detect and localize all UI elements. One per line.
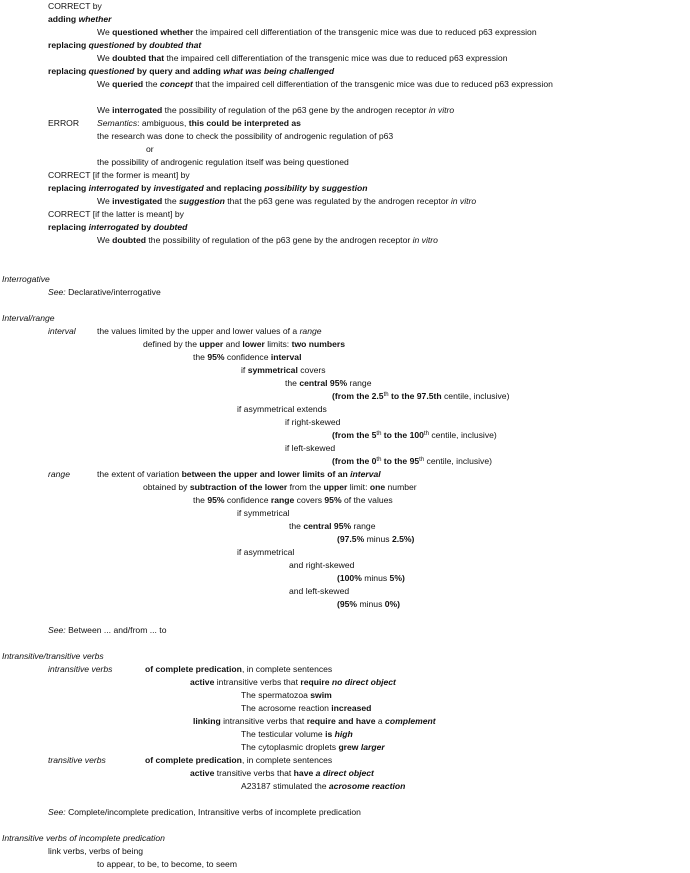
text-run: (95% bbox=[337, 599, 358, 609]
text-run: We bbox=[97, 235, 113, 245]
text-run: centile, inclusive) bbox=[441, 391, 510, 401]
text-line bbox=[48, 40, 201, 51]
text-run: replacing bbox=[48, 222, 89, 232]
text-run: confidence bbox=[224, 352, 271, 362]
text-run: Interrogative bbox=[2, 274, 50, 284]
text-run: by bbox=[138, 222, 154, 232]
text-run: that the p63 gene was regulated by the androgen receptor bbox=[224, 196, 451, 206]
text-run: subtraction of the lower bbox=[189, 482, 288, 492]
text-line bbox=[97, 105, 454, 116]
text-run: interval bbox=[350, 469, 381, 479]
text-line bbox=[190, 768, 374, 779]
text-line bbox=[97, 27, 537, 38]
text-run: We bbox=[97, 53, 113, 63]
text-run: high bbox=[334, 729, 353, 739]
text-line bbox=[2, 651, 104, 662]
text-line bbox=[332, 391, 509, 402]
text-run: central bbox=[303, 521, 332, 531]
text-run: in vitro bbox=[450, 196, 477, 206]
text-run: active bbox=[190, 768, 215, 778]
text-line bbox=[337, 573, 405, 584]
text-line bbox=[332, 430, 497, 441]
text-run: of the values bbox=[341, 495, 393, 505]
text-run: The testicular volume bbox=[241, 729, 326, 739]
text-line bbox=[337, 534, 414, 545]
text-line bbox=[241, 742, 385, 753]
text-run: range bbox=[270, 495, 295, 505]
text-run: centile, inclusive) bbox=[428, 430, 497, 440]
text-line: and left-skewed bbox=[289, 586, 350, 596]
text-line: link verbs, verbs of being bbox=[48, 846, 144, 856]
text-line bbox=[332, 456, 492, 467]
text-run: larger bbox=[360, 742, 385, 752]
text-run: confidence bbox=[224, 495, 271, 505]
text-run: 5%) bbox=[389, 573, 405, 583]
text-run: adding bbox=[48, 14, 79, 24]
text-run: complement bbox=[385, 716, 436, 726]
text-line bbox=[193, 352, 301, 363]
text-line bbox=[241, 703, 371, 714]
text-run: grew bbox=[338, 742, 359, 752]
text-run: Interval/range bbox=[2, 313, 55, 323]
text-run: the bbox=[162, 196, 180, 206]
text-run: limits: bbox=[264, 339, 292, 349]
text-run: Complete/incomplete predication, Intransitive verbs of incomplete predication bbox=[65, 807, 361, 817]
text-line: if left-skewed bbox=[285, 443, 336, 453]
text-run: interrogated bbox=[88, 183, 139, 193]
text-run: See: bbox=[48, 287, 66, 297]
text-run: We bbox=[97, 27, 113, 37]
text-run: intransitive verbs that bbox=[214, 677, 301, 687]
text-run: a bbox=[375, 716, 386, 726]
text-run: 2.5%) bbox=[391, 534, 415, 544]
text-run: th bbox=[376, 431, 382, 437]
text-run: concept bbox=[159, 79, 193, 89]
text-run: require bbox=[300, 677, 330, 687]
text-run: by bbox=[134, 40, 150, 50]
text-run: of complete predication bbox=[145, 755, 242, 765]
text-run: 5 bbox=[371, 430, 377, 440]
text-run: doubted that bbox=[112, 53, 165, 63]
text-line bbox=[97, 196, 476, 207]
text-line bbox=[241, 365, 326, 376]
text-line bbox=[48, 807, 361, 818]
text-run: lower bbox=[242, 339, 265, 349]
text-run: symmetrical bbox=[247, 365, 298, 375]
text-run: the values limited by the upper and lower values of a bbox=[97, 326, 300, 336]
text-line bbox=[145, 664, 332, 675]
text-run: increased bbox=[331, 703, 372, 713]
text-line bbox=[97, 235, 438, 246]
text-run: replacing bbox=[48, 66, 89, 76]
text-line: ERROR bbox=[48, 118, 80, 128]
text-run: range bbox=[347, 378, 372, 388]
text-line bbox=[48, 664, 112, 675]
text-run: is bbox=[325, 729, 333, 739]
text-line: if right-skewed bbox=[285, 417, 341, 427]
text-line bbox=[143, 339, 345, 350]
text-run: transitive verbs bbox=[48, 755, 106, 765]
text-run: to the bbox=[381, 456, 410, 466]
text-run: interval bbox=[270, 352, 302, 362]
text-run: suggestion bbox=[321, 183, 368, 193]
text-line bbox=[97, 118, 301, 129]
text-line bbox=[97, 79, 553, 90]
text-run: by bbox=[306, 183, 322, 193]
text-run: interrogated bbox=[88, 222, 139, 232]
text-run: investigated bbox=[112, 196, 163, 206]
text-run: covers bbox=[297, 365, 326, 375]
text-line bbox=[285, 378, 372, 389]
text-run: questioned bbox=[88, 40, 135, 50]
text-run: Intransitive verbs of incomplete predication bbox=[2, 833, 165, 843]
text-run: (100% bbox=[337, 573, 362, 583]
text-line bbox=[48, 326, 76, 337]
text-run: th bbox=[419, 457, 425, 463]
text-line: the research was done to check the possibility of androgenic regulation of p63 bbox=[97, 131, 394, 141]
text-run: (from the bbox=[332, 430, 372, 440]
text-run: 95% bbox=[207, 495, 225, 505]
text-line: CORRECT by bbox=[48, 1, 102, 11]
text-line: to appear, to be, to become, to seem bbox=[97, 859, 237, 869]
text-run: and bbox=[172, 66, 193, 76]
text-run: adding bbox=[192, 66, 224, 76]
text-line bbox=[2, 313, 55, 324]
text-run: Intransitive/transitive verbs bbox=[2, 651, 104, 661]
text-run: to the bbox=[388, 391, 417, 401]
text-run: possibility bbox=[264, 183, 307, 193]
text-run: whether bbox=[78, 14, 112, 24]
text-run: transitive verbs that bbox=[214, 768, 294, 778]
text-run: upper bbox=[323, 482, 348, 492]
text-line bbox=[48, 469, 70, 480]
text-run: minus bbox=[364, 534, 392, 544]
text-run: doubted bbox=[112, 235, 147, 245]
text-line bbox=[48, 222, 187, 233]
text-run: covers bbox=[294, 495, 325, 505]
text-run: (from the bbox=[332, 456, 372, 466]
text-line: if asymmetrical extends bbox=[237, 404, 327, 414]
text-run: 2.5 bbox=[371, 391, 384, 401]
text-run: minus bbox=[357, 599, 385, 609]
text-run: Semantics bbox=[97, 118, 138, 128]
text-run: number bbox=[385, 482, 417, 492]
text-run: doubted bbox=[153, 222, 188, 232]
text-run: questioned bbox=[88, 66, 135, 76]
text-run: We bbox=[97, 196, 113, 206]
text-run: in vitro bbox=[428, 105, 455, 115]
text-run: 100 bbox=[409, 430, 424, 440]
text-run: obtained by bbox=[143, 482, 190, 492]
text-run: upper bbox=[199, 339, 224, 349]
text-line bbox=[97, 469, 381, 480]
text-line: or bbox=[146, 144, 154, 154]
text-run: minus bbox=[361, 573, 390, 583]
text-run: The cytoplasmic droplets bbox=[241, 742, 339, 752]
text-run: th bbox=[423, 431, 429, 437]
text-run: acrosome reaction bbox=[328, 781, 406, 791]
text-run: th bbox=[383, 392, 389, 398]
text-run: : ambiguous, bbox=[137, 118, 189, 128]
text-run: 0%) bbox=[384, 599, 401, 609]
text-run: The spermatozoa bbox=[241, 690, 311, 700]
text-run: of complete predication bbox=[145, 664, 242, 674]
text-line: and right-skewed bbox=[289, 560, 355, 570]
text-run: swim bbox=[310, 690, 332, 700]
text-run: range bbox=[351, 521, 376, 531]
text-run: what was being challenged bbox=[223, 66, 335, 76]
text-run: the bbox=[143, 79, 160, 89]
text-line bbox=[48, 66, 334, 77]
text-run: The acrosome reaction bbox=[241, 703, 332, 713]
text-run: We bbox=[97, 105, 113, 115]
text-run: the possibility of regulation of the p63 gene by the androgen receptor bbox=[162, 105, 429, 115]
text-run: A23187 stimulated the bbox=[241, 781, 329, 791]
text-line bbox=[190, 677, 396, 688]
text-run: the bbox=[193, 495, 208, 505]
text-line bbox=[97, 326, 322, 337]
text-run: the impaired cell differentiation of the transgenic mice was due to reduced p63 expression bbox=[193, 27, 537, 37]
text-run: Declarative/interrogative bbox=[65, 287, 161, 297]
text-run: suggestion bbox=[179, 196, 225, 206]
text-line bbox=[48, 14, 112, 25]
text-line: if asymmetrical bbox=[237, 547, 295, 557]
text-run: questioned whether bbox=[112, 27, 194, 37]
text-line bbox=[48, 625, 166, 636]
text-run: replacing bbox=[48, 40, 89, 50]
text-run: range bbox=[299, 326, 322, 336]
text-line bbox=[48, 755, 106, 766]
text-run: , in complete sentences bbox=[241, 755, 333, 765]
text-run: and bbox=[203, 183, 224, 193]
text-run: replacing bbox=[48, 183, 89, 193]
text-run: intransitive verbs that bbox=[220, 716, 307, 726]
text-run: active bbox=[190, 677, 215, 687]
text-line bbox=[143, 482, 417, 493]
text-run: replacing bbox=[223, 183, 265, 193]
text-line bbox=[48, 287, 161, 298]
text-run: 95% bbox=[329, 378, 348, 388]
text-line bbox=[48, 183, 368, 194]
text-run: 95% bbox=[324, 495, 342, 505]
text-line: CORRECT [if the latter is meant] by bbox=[48, 209, 184, 219]
text-run: (from the bbox=[332, 391, 372, 401]
text-run: in vitro bbox=[412, 235, 438, 245]
text-run: to the bbox=[381, 430, 410, 440]
text-run: this could be interpreted as bbox=[188, 118, 301, 128]
text-line: if symmetrical bbox=[237, 508, 290, 518]
text-line bbox=[241, 729, 353, 740]
text-run: Between ... and/from ... to bbox=[65, 625, 167, 635]
text-run: investigated bbox=[153, 183, 204, 193]
text-run: no direct object bbox=[331, 677, 396, 687]
text-line bbox=[337, 599, 400, 610]
text-line: the possibility of androgenic regulation itself was being questioned bbox=[97, 157, 349, 167]
text-line bbox=[193, 495, 393, 506]
text-run: between the upper and lower limits of an bbox=[181, 469, 348, 479]
text-run: require bbox=[306, 716, 336, 726]
text-run: if bbox=[241, 365, 248, 375]
text-line bbox=[241, 690, 332, 701]
text-run: have bbox=[293, 768, 314, 778]
text-run: one bbox=[369, 482, 386, 492]
text-run: the impaired cell differentiation of the transgenic mice was due to reduced p63 expression bbox=[164, 53, 508, 63]
text-run: , in complete sentences bbox=[241, 664, 333, 674]
text-run: the bbox=[193, 352, 208, 362]
text-line: CORRECT [if the former is meant] by bbox=[48, 170, 190, 180]
text-run: the bbox=[289, 521, 304, 531]
text-run: 95% bbox=[333, 521, 352, 531]
text-line bbox=[97, 53, 507, 64]
text-line bbox=[145, 755, 332, 766]
text-run: linking bbox=[193, 716, 221, 726]
text-run: defined by the bbox=[143, 339, 200, 349]
text-run: two numbers bbox=[291, 339, 346, 349]
text-run: (97.5% bbox=[337, 534, 365, 544]
text-run: and bbox=[223, 339, 243, 349]
text-run: intransitive verbs bbox=[48, 664, 113, 674]
text-run: the bbox=[285, 378, 300, 388]
text-run: centile, inclusive) bbox=[424, 456, 492, 466]
text-run: range bbox=[48, 469, 70, 479]
text-run: doubted that bbox=[149, 40, 202, 50]
text-run: by bbox=[134, 66, 150, 76]
text-run: 97.5th bbox=[416, 391, 442, 401]
text-line bbox=[2, 833, 165, 844]
text-run: a direct object bbox=[315, 768, 374, 778]
text-run: interval bbox=[48, 326, 76, 336]
text-line bbox=[2, 274, 50, 285]
text-run: 0 bbox=[371, 456, 377, 466]
text-run: by bbox=[138, 183, 154, 193]
text-line bbox=[289, 521, 376, 532]
text-run: 95 bbox=[409, 456, 420, 466]
text-run: See: bbox=[48, 807, 66, 817]
text-run: from the bbox=[287, 482, 324, 492]
text-line bbox=[241, 781, 405, 792]
text-run: the extent of variation bbox=[97, 469, 182, 479]
text-run: limit: bbox=[347, 482, 370, 492]
text-run: th bbox=[376, 457, 382, 463]
text-run: 95% bbox=[207, 352, 225, 362]
text-run: We bbox=[97, 79, 113, 89]
text-run: query bbox=[149, 66, 173, 76]
text-run: the possibility of regulation of the p63 gene by the androgen receptor bbox=[146, 235, 413, 245]
text-run: and have bbox=[338, 716, 376, 726]
text-run: See: bbox=[48, 625, 66, 635]
text-run: central bbox=[299, 378, 328, 388]
text-run: interrogated bbox=[112, 105, 163, 115]
text-run: queried bbox=[112, 79, 144, 89]
text-run: that the impaired cell differentiation of the transgenic mice was due to reduced p63 expression bbox=[192, 79, 553, 89]
text-line bbox=[193, 716, 436, 727]
